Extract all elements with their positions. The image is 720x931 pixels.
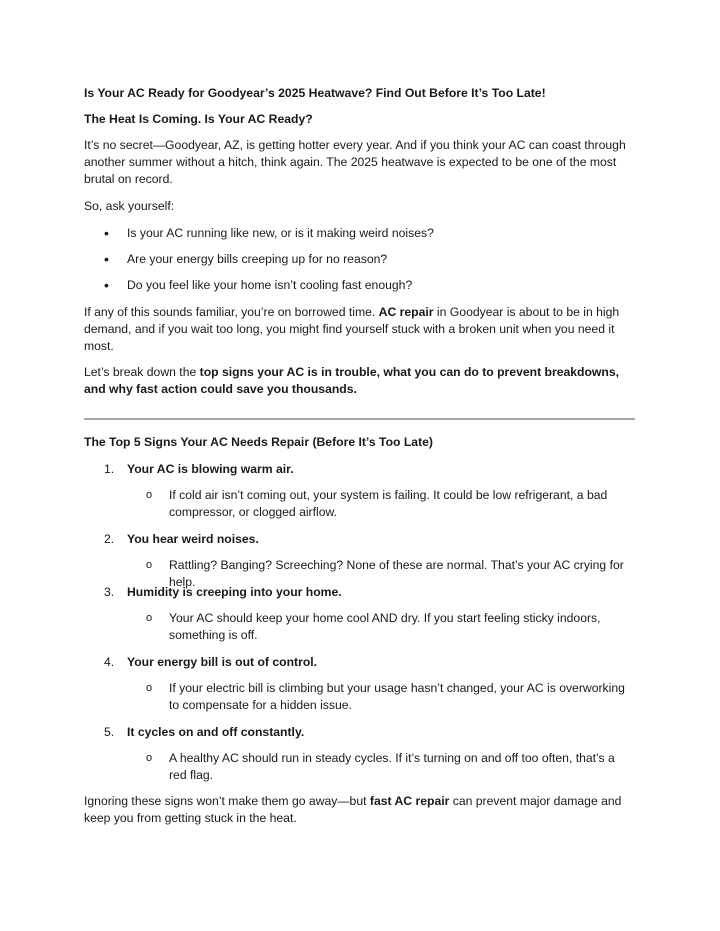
- sub-bullet-marker: o: [146, 682, 153, 694]
- sign-title: Humidity is creeping into your home.: [127, 585, 342, 599]
- sub-bullet-marker: o: [146, 752, 153, 764]
- sub-bullet-marker: o: [146, 489, 153, 501]
- bullet-item: Are your energy bills creeping up for no reason?: [127, 252, 388, 266]
- text-run: Ignoring these signs won’t make them go away—but: [84, 794, 370, 808]
- intro-paragraph: It’s no secret—Goodyear, AZ, is getting hotter every year. And if you think your AC can coast through another summer without a hitch, think again. The 2025 heatwave is expected to be one of the most brutal on record.: [84, 138, 626, 186]
- sign-title: Your AC is blowing warm air.: [127, 462, 294, 476]
- breakdown-emphasis: top signs your AC is in trouble, what you can do to prevent breakdowns, and why fast action could save you thousands.: [84, 365, 620, 396]
- sign-title: It cycles on and off constantly.: [127, 725, 305, 739]
- sign-detail: A healthy AC should run in steady cycles. If it’s turning on and off too often, that’s a red flag.: [169, 751, 615, 782]
- sign-detail: If your electric bill is climbing but your usage hasn’t changed, your AC is overworking to compensate for a hidden issue.: [169, 681, 625, 712]
- bullet-item: Is your AC running like new, or is it making weird noises?: [127, 226, 434, 240]
- keyword-fast-ac-repair: fast AC repair: [369, 794, 450, 808]
- sub-bullet-marker: o: [146, 612, 153, 624]
- text-run: Let’s break down the: [84, 365, 200, 379]
- bullet-marker: •: [104, 277, 109, 293]
- keyword-ac-repair: AC repair: [378, 305, 434, 319]
- list-number: 1.: [104, 462, 115, 476]
- bullet-item: Do you feel like your home isn’t cooling fast enough?: [127, 278, 413, 292]
- text-run: in Goodyear is about to be in high demand, and if you wait too long, you might find yourself stuck with a broken unit when you need it most.: [84, 305, 620, 353]
- sign-title: Your energy bill is out of control.: [127, 655, 318, 669]
- sign-title: You hear weird noises.: [127, 532, 259, 546]
- text-run: can prevent major damage and keep you from getting stuck in the heat.: [84, 794, 622, 825]
- horizontal-divider: [84, 418, 635, 420]
- sign-detail: Your AC should keep your home cool AND dry. If you start feeling sticky indoors, something is off.: [169, 611, 601, 642]
- signs-heading: The Top 5 Signs Your AC Needs Repair (Before It’s Too Late): [84, 435, 433, 449]
- list-number: 3.: [104, 585, 115, 599]
- list-number: 5.: [104, 725, 115, 739]
- list-number: 4.: [104, 655, 115, 669]
- page-title: Is Your AC Ready for Goodyear’s 2025 Heatwave? Find Out Before It’s Too Late!: [84, 86, 546, 100]
- intro-heading: The Heat Is Coming. Is Your AC Ready?: [84, 112, 313, 126]
- bullet-marker: •: [104, 225, 109, 241]
- sub-bullet-marker: o: [146, 559, 153, 571]
- ask-yourself-text: So, ask yourself:: [84, 199, 175, 213]
- text-run: If any of this sounds familiar, you’re on borrowed time.: [84, 305, 379, 319]
- sign-detail: If cold air isn’t coming out, your system is failing. It could be low refrigerant, a bad compressor, or clogged airflow.: [169, 488, 608, 519]
- list-number: 2.: [104, 532, 115, 546]
- bullet-marker: •: [104, 251, 109, 267]
- breakdown-paragraph: [84, 364, 640, 398]
- closing-paragraph: [84, 793, 640, 827]
- familiar-paragraph: [84, 304, 640, 355]
- sign-detail: Rattling? Banging? Screeching? None of these are normal. That’s your AC crying for help.: [169, 558, 624, 589]
